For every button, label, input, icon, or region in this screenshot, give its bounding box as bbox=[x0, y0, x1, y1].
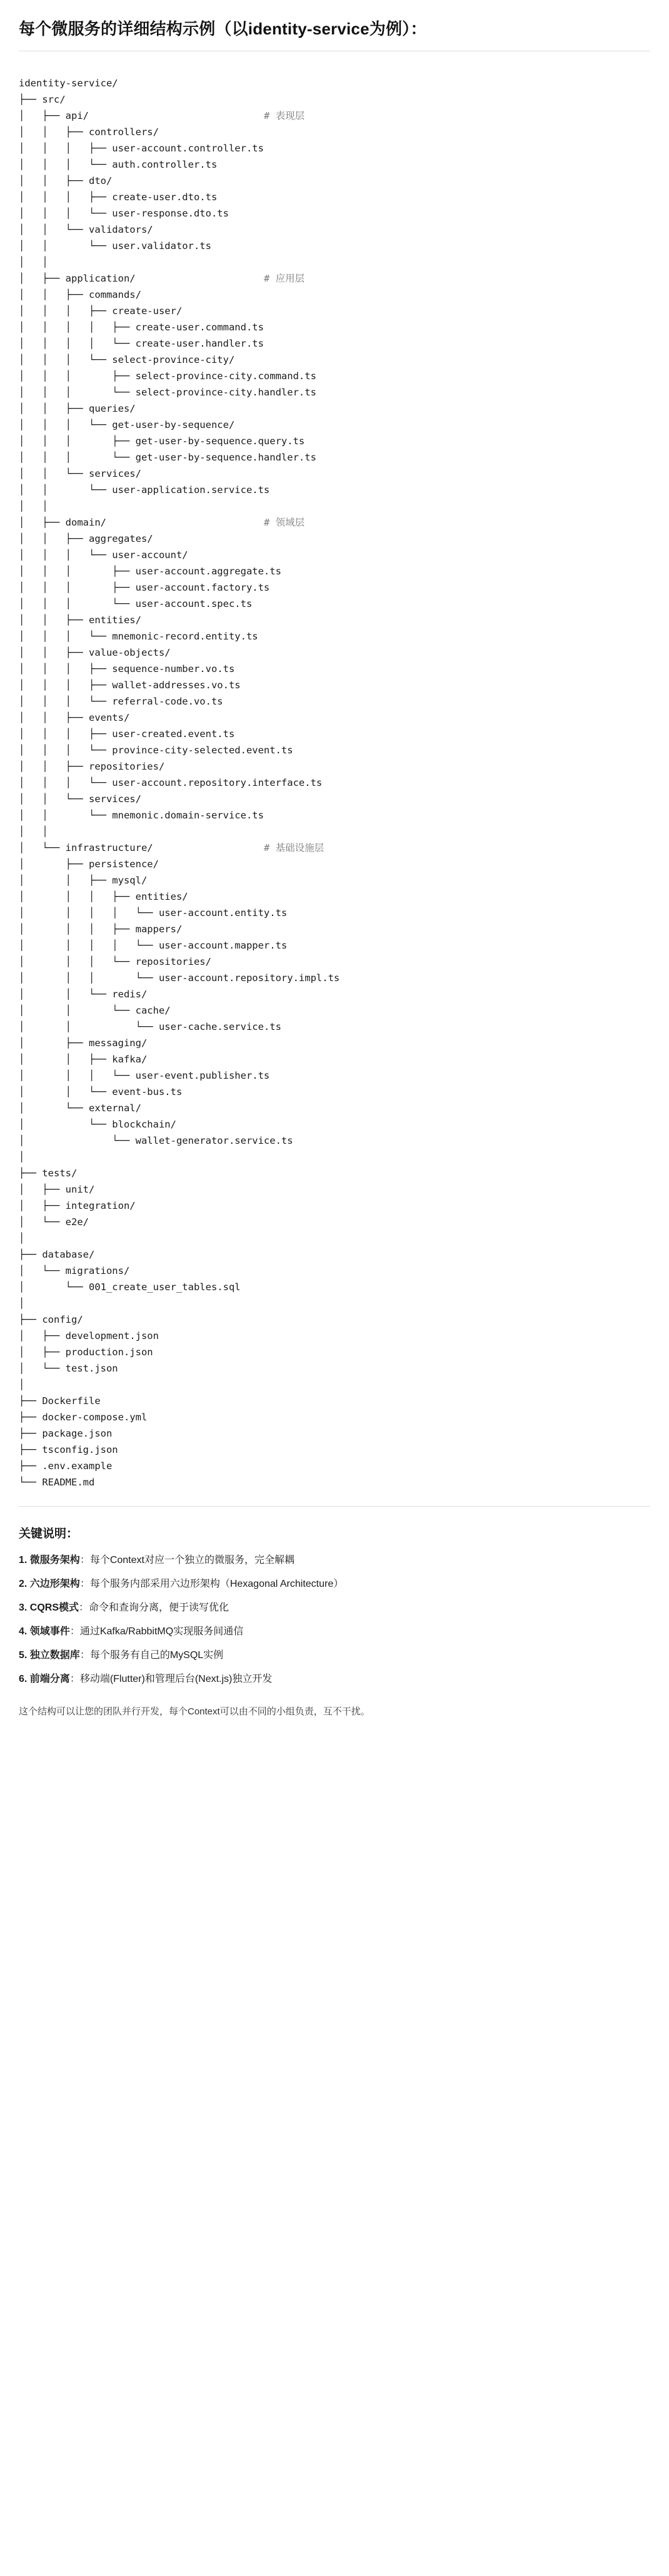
tree-line: │ │ ├── commands/ bbox=[19, 288, 141, 300]
note-item bbox=[19, 1670, 650, 1689]
directory-tree bbox=[0, 61, 669, 1497]
tree-line: │ │ │ │ └── user-account.mapper.ts bbox=[19, 939, 288, 951]
note-item bbox=[19, 1599, 650, 1617]
tree-line: │ bbox=[19, 1297, 25, 1309]
tree-line: │ │ │ ├── entities/ bbox=[19, 890, 188, 902]
tree-line: │ │ └── user-application.service.ts bbox=[19, 484, 270, 496]
tree-line: │ │ │ └── user-account.spec.ts bbox=[19, 598, 253, 609]
tree-line: │ │ └── cache/ bbox=[19, 1004, 171, 1016]
tree-line: │ │ └── redis/ bbox=[19, 988, 148, 1000]
tree-line: │ │ │ └── select-province-city/ bbox=[19, 354, 235, 365]
tree-line: │ │ │ └── get-user-by-sequence/ bbox=[19, 419, 235, 430]
tree-line: │ │ │ └── get-user-by-sequence.handler.ts bbox=[19, 451, 316, 463]
note-text: ：移动端(Flutter)和管理后台(Next.js)独立开发 bbox=[69, 1674, 273, 1684]
tree-line: │ │ ├── queries/ bbox=[19, 402, 136, 414]
tree-line: │ │ │ │ ├── create-user.command.ts bbox=[19, 321, 264, 333]
tree-line: │ │ └── services/ bbox=[19, 793, 141, 805]
tree-line: ├── package.json bbox=[19, 1427, 113, 1439]
tree-line: │ bbox=[19, 1378, 25, 1390]
tree-line: │ │ │ ├── user-created.event.ts bbox=[19, 728, 235, 740]
tree-line: │ │ └── event-bus.ts bbox=[19, 1086, 183, 1097]
note-index: 1. bbox=[19, 1555, 30, 1565]
tree-line: │ │ bbox=[19, 500, 48, 512]
note-index: 6. bbox=[19, 1674, 30, 1684]
notes-list bbox=[19, 1551, 650, 1689]
tree-line-comment: # 表现层 bbox=[263, 109, 305, 121]
title-block bbox=[0, 0, 669, 51]
tree-line: │ │ └── services/ bbox=[19, 467, 141, 479]
tree-line: │ │ │ └── repositories/ bbox=[19, 955, 211, 967]
notes-heading: 关键说明： bbox=[19, 1527, 79, 1540]
tree-line: │ └── external/ bbox=[19, 1102, 141, 1114]
tree-line: │ │ │ └── auth.controller.ts bbox=[19, 158, 218, 170]
tree-line: │ │ └── mnemonic.domain-service.ts bbox=[19, 809, 264, 821]
tree-line: │ │ │ │ └── create-user.handler.ts bbox=[19, 337, 264, 349]
tree-line: │ │ │ ├── create-user/ bbox=[19, 305, 183, 317]
note-key: 前端分离 bbox=[29, 1674, 70, 1684]
tree-line: │ └── 001_create_user_tables.sql bbox=[19, 1281, 241, 1293]
tree-line: │ ├── integration/ bbox=[19, 1199, 136, 1211]
tree-line: │ │ │ └── select-province-city.handler.ts bbox=[19, 386, 316, 398]
note-item bbox=[19, 1646, 650, 1665]
note-text: ：命令和查询分离，便于读写优化 bbox=[79, 1602, 229, 1613]
note-text: ：每个服务内部采用六边形架构（Hexagonal Architecture） bbox=[79, 1579, 344, 1589]
note-text: ：每个Context对应一个独立的微服务，完全解耦 bbox=[79, 1555, 294, 1565]
note-text: ：每个服务有自己的MySQL实例 bbox=[79, 1650, 224, 1661]
tree-line-comment: # 基础设施层 bbox=[263, 842, 324, 853]
note-index: 3. bbox=[19, 1602, 30, 1613]
footer-text: 这个结构可以让您的团队并行开发，每个Context可以由不同的小组负责，互不干扰。 bbox=[19, 1706, 370, 1717]
tree-line: ├── tests/ bbox=[19, 1167, 78, 1179]
tree-line: │ │ bbox=[19, 825, 48, 837]
note-key: 六边形架构 bbox=[29, 1579, 80, 1589]
tree-line: │ └── migrations/ bbox=[19, 1265, 130, 1276]
tree-line: │ │ │ ├── user-account.aggregate.ts bbox=[19, 565, 281, 577]
tree-line: │ └── infrastructure/ # 基础设施层 bbox=[19, 842, 324, 853]
note-key: CQRS模式 bbox=[29, 1602, 79, 1613]
tree-line-comment: # 应用层 bbox=[263, 272, 305, 284]
tree-line: │ │ │ ├── get-user-by-sequence.query.ts bbox=[19, 435, 305, 447]
note-item bbox=[19, 1575, 650, 1594]
tree-line: │ │ ├── repositories/ bbox=[19, 760, 165, 772]
note-key: 独立数据库 bbox=[29, 1650, 80, 1661]
tree-line: │ ├── domain/ # 领域层 bbox=[19, 516, 305, 528]
tree-line: │ ├── development.json bbox=[19, 1330, 159, 1341]
tree-line: │ │ │ └── referral-code.vo.ts bbox=[19, 695, 223, 707]
tree-line: │ │ │ └── user-event.publisher.ts bbox=[19, 1069, 270, 1081]
tree-line: │ ├── application/ # 应用层 bbox=[19, 272, 305, 284]
tree-line: │ │ │ └── user-account/ bbox=[19, 549, 188, 561]
tree-line: │ bbox=[19, 1232, 25, 1244]
tree-line: │ │ │ ├── create-user.dto.ts bbox=[19, 191, 218, 203]
tree-line: │ │ │ │ └── user-account.entity.ts bbox=[19, 907, 288, 919]
tree-line: │ ├── unit/ bbox=[19, 1183, 95, 1195]
tree-line: │ │ │ ├── wallet-addresses.vo.ts bbox=[19, 679, 241, 691]
tree-line: │ │ │ ├── select-province-city.command.ts bbox=[19, 370, 316, 382]
tree-line: │ │ bbox=[19, 256, 48, 268]
tree-line: identity-service/ bbox=[19, 77, 118, 89]
tree-line: ├── docker-compose.yml bbox=[19, 1411, 148, 1423]
tree-line: │ └── blockchain/ bbox=[19, 1118, 176, 1130]
tree-line: │ │ │ ├── mappers/ bbox=[19, 923, 183, 935]
note-key: 领域事件 bbox=[29, 1626, 70, 1637]
tree-line: │ │ └── user-cache.service.ts bbox=[19, 1021, 281, 1032]
tree-line: │ │ │ └── mnemonic-record.entity.ts bbox=[19, 630, 258, 642]
tree-line: │ │ ├── events/ bbox=[19, 711, 130, 723]
tree-line: │ └── e2e/ bbox=[19, 1216, 89, 1228]
tree-line: ├── database/ bbox=[19, 1248, 95, 1260]
page-title: 每个微服务的详细结构示例（以identity-service为例）： bbox=[19, 19, 427, 38]
tree-line: │ │ │ ├── user-account.controller.ts bbox=[19, 142, 264, 154]
tree-line: │ │ ├── aggregates/ bbox=[19, 532, 153, 544]
tree-line: │ │ ├── controllers/ bbox=[19, 126, 159, 138]
tree-line: ├── Dockerfile bbox=[19, 1395, 101, 1407]
note-index: 2. bbox=[19, 1579, 30, 1589]
tree-line: │ └── wallet-generator.service.ts bbox=[19, 1134, 293, 1146]
tree-line: │ ├── messaging/ bbox=[19, 1037, 148, 1049]
note-item bbox=[19, 1622, 650, 1641]
note-text: ：通过Kafka/RabbitMQ实现服务间通信 bbox=[69, 1626, 244, 1637]
note-item bbox=[19, 1551, 650, 1570]
tree-line: └── README.md bbox=[19, 1476, 95, 1488]
tree-line: │ │ │ ├── sequence-number.vo.ts bbox=[19, 663, 235, 675]
tree-line: │ ├── production.json bbox=[19, 1346, 153, 1358]
note-index: 4. bbox=[19, 1626, 30, 1637]
tree-line: │ ├── persistence/ bbox=[19, 858, 159, 870]
tree-line-comment: # 领域层 bbox=[263, 516, 305, 528]
tree-line: │ bbox=[19, 1151, 25, 1163]
tree-line: │ ├── api/ # 表现层 bbox=[19, 109, 305, 121]
tree-line: │ │ ├── value-objects/ bbox=[19, 646, 171, 658]
notes-section bbox=[0, 1507, 669, 1698]
tree-line: │ │ │ └── user-account.repository.interface.ts bbox=[19, 776, 323, 788]
tree-line: │ │ │ └── province-city-selected.event.ts bbox=[19, 744, 293, 756]
tree-line: ├── config/ bbox=[19, 1313, 83, 1325]
tree-line: ├── tsconfig.json bbox=[19, 1443, 118, 1455]
tree-line: │ │ └── user.validator.ts bbox=[19, 240, 211, 252]
tree-line: │ │ ├── mysql/ bbox=[19, 874, 148, 886]
tree-line: │ └── test.json bbox=[19, 1362, 118, 1374]
tree-line: │ │ │ ├── user-account.factory.ts bbox=[19, 581, 270, 593]
note-key: 微服务架构 bbox=[29, 1555, 80, 1565]
tree-line: │ │ │ └── user-account.repository.impl.ts bbox=[19, 972, 340, 984]
note-index: 5. bbox=[19, 1650, 30, 1661]
tree-line: ├── src/ bbox=[19, 93, 66, 105]
tree-line: │ │ │ └── user-response.dto.ts bbox=[19, 207, 229, 219]
tree-line: │ │ ├── kafka/ bbox=[19, 1053, 148, 1065]
tree-line: │ │ └── validators/ bbox=[19, 223, 153, 235]
tree-line: ├── .env.example bbox=[19, 1460, 113, 1472]
tree-line: │ │ ├── entities/ bbox=[19, 614, 141, 626]
tree-line: │ │ ├── dto/ bbox=[19, 175, 113, 186]
